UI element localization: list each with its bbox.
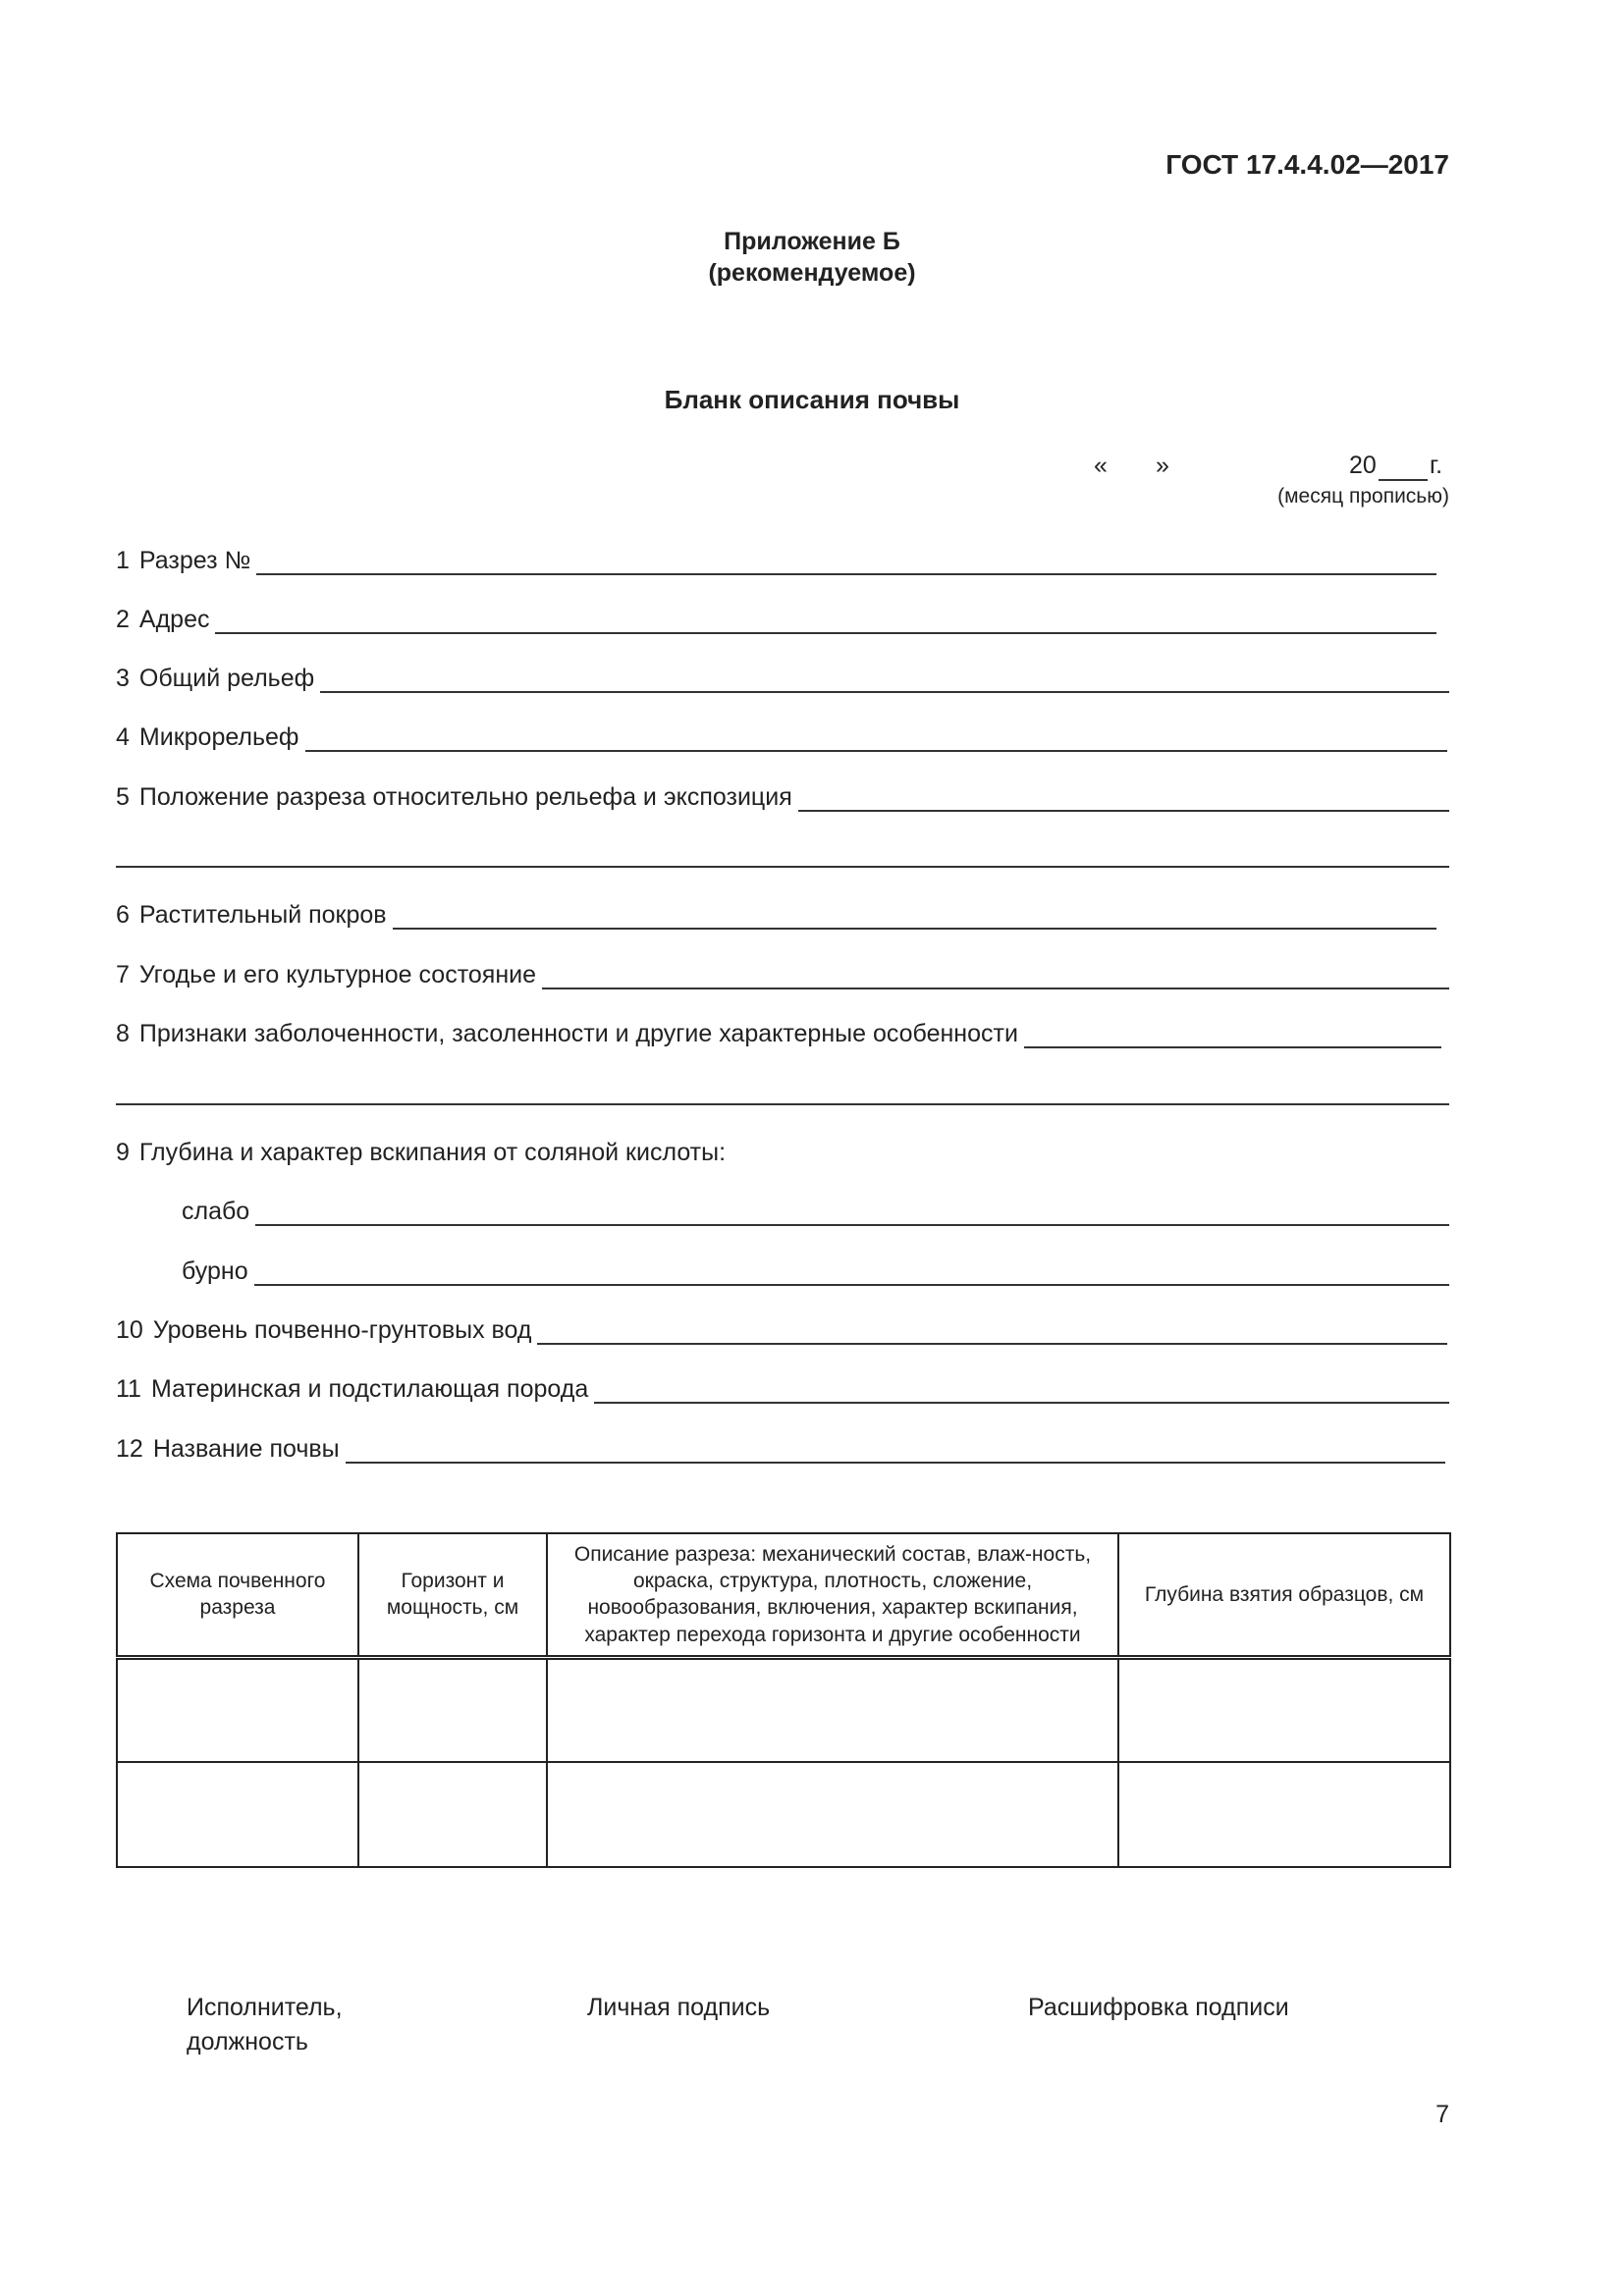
field-1-blank[interactable] [256, 554, 1436, 575]
table-cell[interactable] [358, 1762, 547, 1867]
subfield-weak-blank[interactable] [255, 1204, 1449, 1226]
field-2 [116, 601, 1436, 634]
field-3 [116, 660, 1449, 693]
field-label: Растительный покров [138, 901, 387, 929]
field-number: 9 [116, 1139, 130, 1166]
performer-label-line2: должность [187, 2028, 308, 2056]
field-8-continuation-blank[interactable] [116, 1103, 1449, 1105]
appendix-subtitle: (рекомендуемое) [708, 259, 916, 287]
standard-number: ГОСТ 17.4.4.02—2017 [1165, 149, 1449, 180]
field-11-blank[interactable] [594, 1382, 1449, 1404]
signature-decoding-label: Расшифровка подписи [1028, 1994, 1289, 2021]
field-label: Признаки заболоченности, засоленности и другие характерные особенности [138, 1020, 1018, 1047]
date-year-prefix: 20 [1349, 452, 1377, 479]
table-cell[interactable] [358, 1657, 547, 1762]
field-label: Глубина и характер вскипания от соляной кислоты: [138, 1139, 727, 1166]
field-7-blank[interactable] [542, 968, 1449, 989]
field-3-blank[interactable] [320, 671, 1449, 693]
field-12-blank[interactable] [346, 1442, 1445, 1464]
field-number: 4 [116, 723, 130, 751]
soil-profile-table [116, 1532, 1451, 1868]
date-close-quote: » [1156, 452, 1169, 479]
field-7 [116, 956, 1449, 989]
field-8-blank[interactable] [1024, 1027, 1441, 1048]
form-title: Бланк описания почвы [664, 385, 960, 414]
table-cell[interactable] [547, 1657, 1118, 1762]
field-label: Материнская и подстилающая порода [150, 1375, 589, 1403]
field-number: 12 [116, 1435, 143, 1463]
field-5 [116, 778, 1449, 812]
field-number: 5 [116, 783, 130, 811]
field-label: Название почвы [152, 1435, 340, 1463]
performer-label [187, 1991, 343, 2059]
field-10 [116, 1311, 1447, 1345]
subfield-strong-blank[interactable] [254, 1264, 1449, 1286]
field-12 [116, 1430, 1445, 1464]
field-number: 7 [116, 961, 130, 988]
field-1 [116, 542, 1436, 575]
header-horizon: Горизонт и мощность, см [358, 1533, 547, 1657]
appendix-title: Приложение Б [724, 228, 900, 255]
table-row [117, 1657, 1450, 1762]
field-10-blank[interactable] [537, 1323, 1447, 1345]
subfield-strong [182, 1253, 1449, 1286]
field-2-blank[interactable] [215, 613, 1436, 634]
table-cell[interactable] [1118, 1762, 1450, 1867]
table-cell[interactable] [1118, 1657, 1450, 1762]
field-number: 3 [116, 665, 130, 692]
field-label: Адрес [138, 606, 210, 633]
field-6-blank[interactable] [393, 908, 1436, 930]
field-5-blank[interactable] [798, 790, 1449, 812]
field-label: Разрез № [138, 547, 251, 574]
field-label: Уровень почвенно-грунтовых вод [152, 1316, 532, 1344]
performer-label-line1: Исполнитель, [187, 1994, 343, 2021]
field-number: 10 [116, 1316, 143, 1344]
month-note: (месяц прописью) [1277, 485, 1449, 507]
page-number: 7 [1435, 2101, 1449, 2128]
field-label: Микрорельеф [138, 723, 299, 751]
header-sample-depth: Глубина взятия образцов, см [1118, 1533, 1450, 1657]
field-label: Угодье и его культурное состояние [138, 961, 536, 988]
date-open-quote: « [1094, 452, 1108, 479]
field-6 [116, 896, 1436, 930]
field-4-blank[interactable] [305, 730, 1447, 752]
header-description: Описание разреза: механический состав, влаж-ность, окраска, структура, плотность, сложение, новообразования, включения, характер вскипания, характер перехода горизонта и другие особенности [547, 1533, 1118, 1657]
field-label: Положение разреза относительно рельефа и экспозиция [138, 783, 792, 811]
table-cell[interactable] [117, 1762, 358, 1867]
field-9 [116, 1134, 1449, 1167]
field-11 [116, 1370, 1449, 1404]
subfield-label: бурно [182, 1257, 248, 1285]
field-number: 1 [116, 547, 130, 574]
field-number: 6 [116, 901, 130, 929]
table-header-row [117, 1533, 1450, 1657]
field-number: 2 [116, 606, 130, 633]
table-row [117, 1762, 1450, 1867]
personal-signature-label: Личная подпись [587, 1994, 771, 2021]
field-5-continuation-blank[interactable] [116, 866, 1449, 868]
field-number: 8 [116, 1020, 130, 1047]
date-year-suffix: г. [1430, 452, 1443, 479]
table-cell[interactable] [117, 1657, 358, 1762]
field-8 [116, 1015, 1441, 1048]
date-year-blank[interactable] [1379, 479, 1428, 481]
field-4 [116, 719, 1447, 752]
table-cell[interactable] [547, 1762, 1118, 1867]
subfield-label: слабо [182, 1198, 250, 1225]
subfield-weak [182, 1193, 1449, 1226]
header-scheme: Схема почвенного разреза [117, 1533, 358, 1657]
field-label: Общий рельеф [138, 665, 315, 692]
field-number: 11 [116, 1375, 141, 1403]
